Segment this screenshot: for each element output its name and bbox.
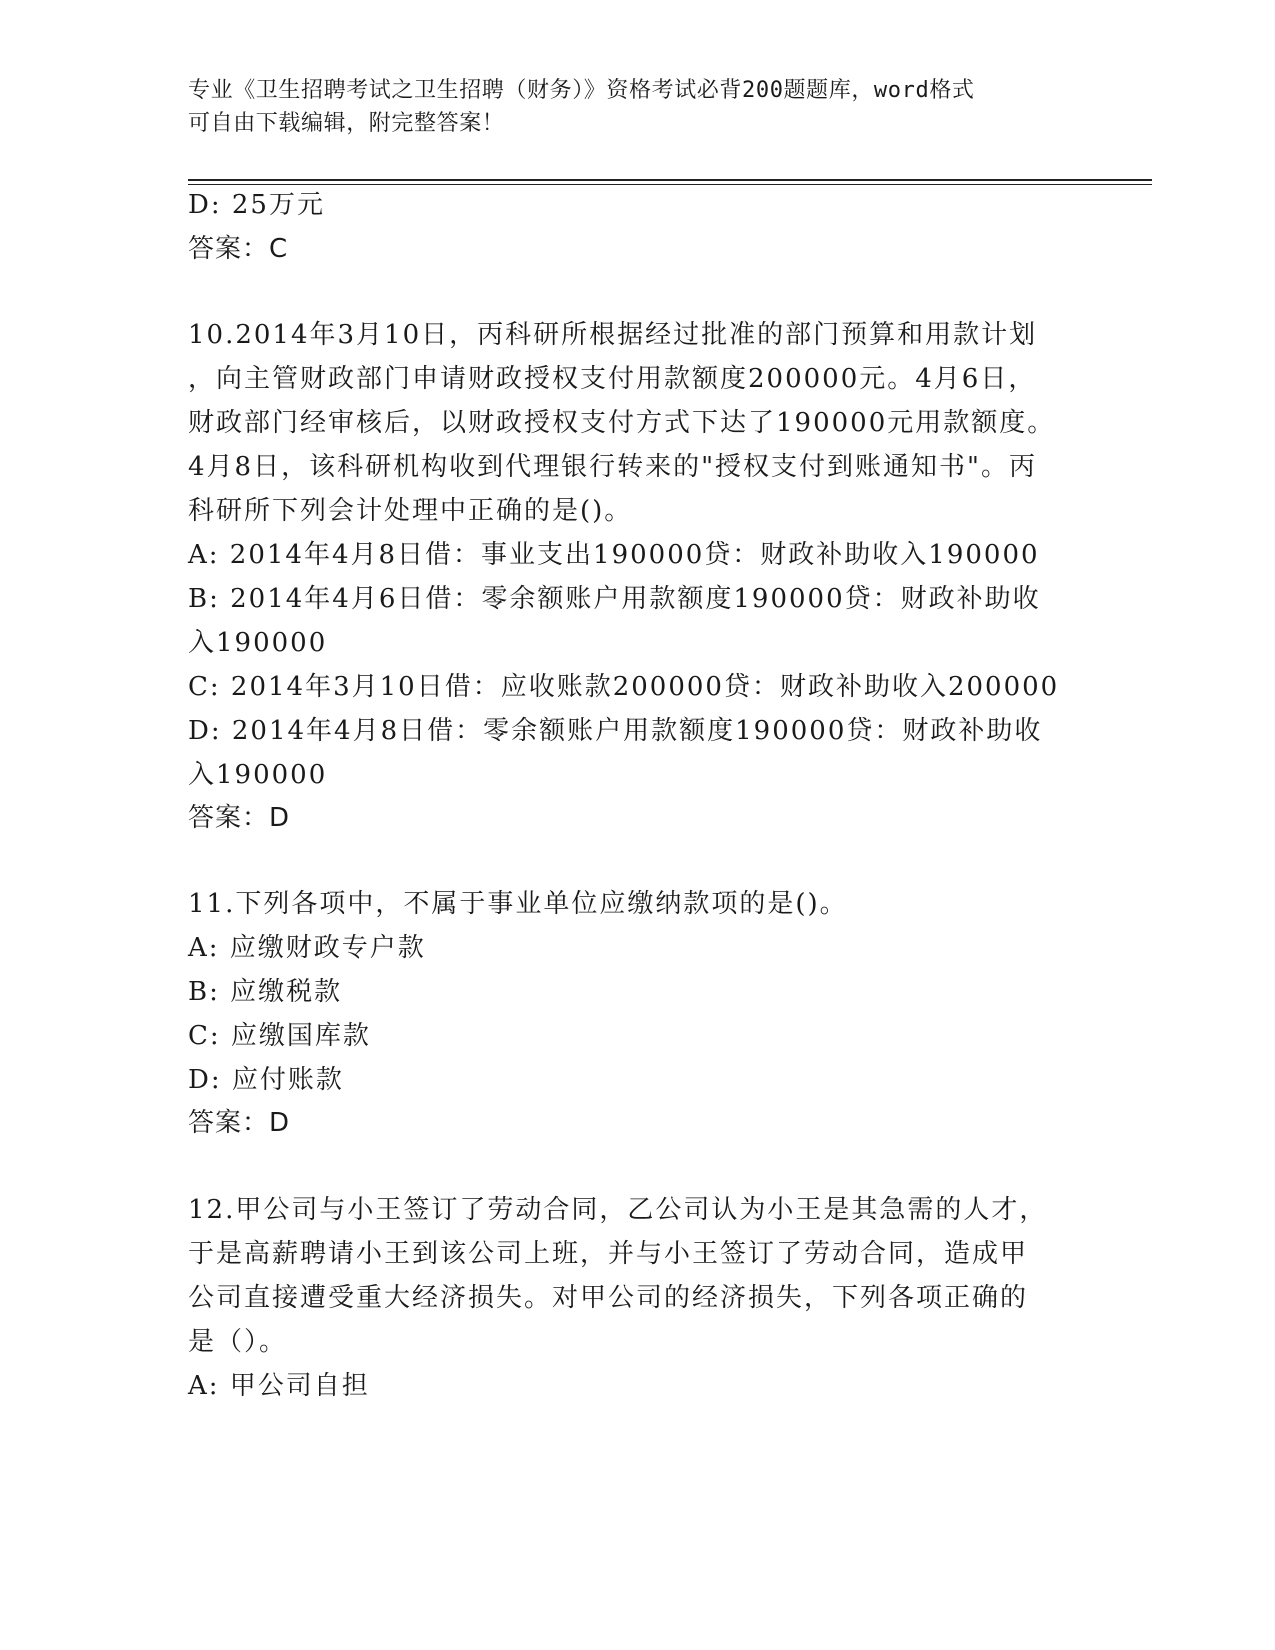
q10-option-d: D: 2014年4月8日借：零余额账户用款额度190000贷：财政补助收 bbox=[188, 716, 1043, 746]
q10-option-b: B: 2014年4月6日借：零余额账户用款额度190000贷：财政补助收 bbox=[188, 584, 1041, 614]
q11-option-a: A: 应缴财政专户款 bbox=[188, 933, 426, 963]
q12-stem-line: 12.甲公司与小王签订了劳动合同，乙公司认为小王是其急需的人才， bbox=[188, 1195, 1048, 1225]
header-rule-thin bbox=[188, 184, 1152, 185]
q12-stem-line: 于是高薪聘请小王到该公司上班，并与小王签订了劳动合同，造成甲 bbox=[188, 1239, 1029, 1269]
q10-option-b-continued: 入190000 bbox=[188, 628, 328, 658]
q10-stem-line: 4月8日，该科研机构收到代理银行转来的"授权支付到账通知书"。丙 bbox=[188, 452, 1038, 482]
q10-option-a: A: 2014年4月8日借：事业支出190000贷：财政补助收入190000 bbox=[188, 540, 1040, 570]
q11-answer: 答案：D bbox=[188, 1108, 291, 1138]
q11-option-d: D: 应付账款 bbox=[188, 1065, 344, 1095]
q10-stem-line: 财政部门经审核后，以财政授权支付方式下达了190000元用款额度。 bbox=[188, 408, 1056, 438]
q11-stem: 11.下列各项中，不属于事业单位应缴纳款项的是()。 bbox=[188, 889, 848, 919]
q10-stem-line: 科研所下列会计处理中正确的是()。 bbox=[188, 496, 633, 526]
q12-stem-line: 是（）。 bbox=[188, 1327, 288, 1357]
q11-option-c: C: 应缴国库款 bbox=[188, 1021, 371, 1051]
q10-option-c: C: 2014年3月10日借：应收账款200000贷：财政补助收入200000 bbox=[188, 672, 1060, 702]
q10-option-d-continued: 入190000 bbox=[188, 760, 328, 790]
q10-stem-line: ，向主管财政部门申请财政授权支付用款额度200000元。4月6日， bbox=[188, 364, 1037, 394]
q12-option-a: A: 甲公司自担 bbox=[188, 1371, 370, 1401]
header-rule-thick bbox=[188, 179, 1152, 181]
q9-option-d: D: 25万元 bbox=[188, 190, 325, 220]
header-title-line-1: 专业《卫生招聘考试之卫生招聘（财务）》资格考试必背200题题库，word格式 bbox=[188, 78, 975, 103]
q11-option-b: B: 应缴税款 bbox=[188, 977, 343, 1007]
q9-answer: 答案：C bbox=[188, 234, 289, 264]
q10-stem-line: 10.2014年3月10日，丙科研所根据经过批准的部门预算和用款计划 bbox=[188, 320, 1038, 350]
document-header bbox=[188, 74, 1068, 140]
q10-answer: 答案：D bbox=[188, 803, 291, 833]
q12-stem-line: 公司直接遭受重大经济损失。对甲公司的经济损失，下列各项正确的 bbox=[188, 1283, 1029, 1313]
header-title-line-2: 可自由下载编辑，附完整答案！ bbox=[188, 111, 505, 136]
